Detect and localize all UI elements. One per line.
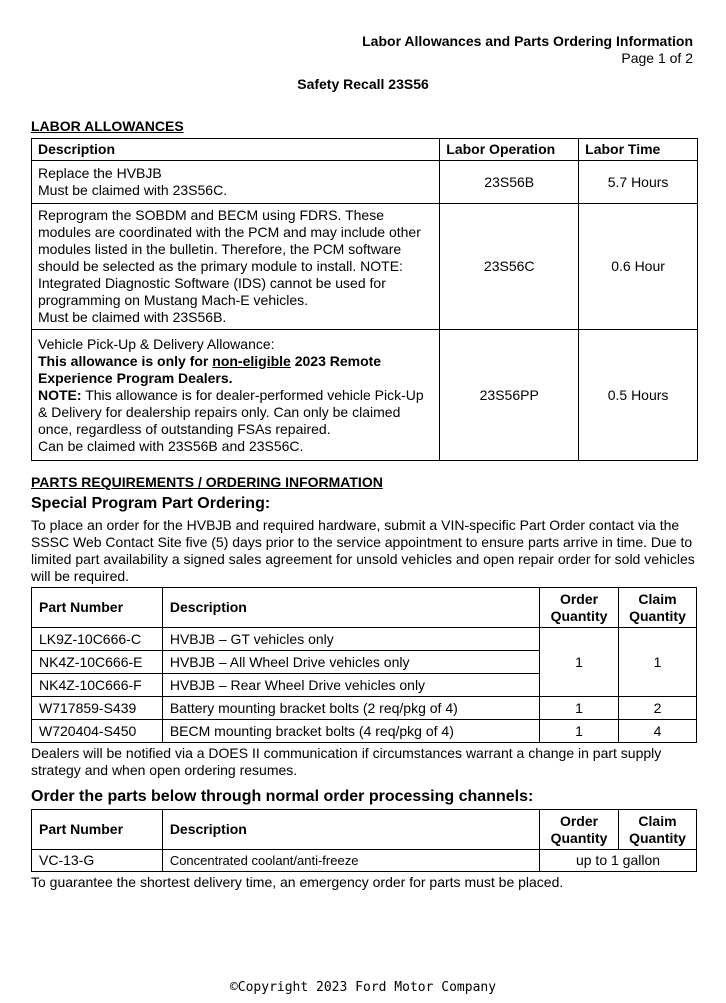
- labor-description: [32, 161, 440, 204]
- claim-quantity: 1: [618, 628, 696, 697]
- description-line: Vehicle Pick-Up & Delivery Allowance:: [38, 335, 275, 352]
- part-number: NK4Z-10C666-F: [32, 674, 163, 697]
- claim-note: Can be claimed with 23S56B and 23S56C.: [38, 437, 304, 454]
- note-label: NOTE:: [38, 386, 82, 403]
- labor-section-title: LABOR ALLOWANCES: [31, 118, 184, 134]
- labor-header-row: [32, 139, 698, 161]
- table-row: [32, 161, 698, 204]
- col-part-number: Part Number: [32, 810, 163, 850]
- labor-operation: 23S56PP: [440, 330, 579, 461]
- document-title: Labor Allowances and Parts Ordering Information: [362, 33, 693, 49]
- part-description: Battery mounting bracket bolts (2 req/pkg of 4): [162, 697, 539, 720]
- table-row: [32, 204, 698, 330]
- parts-section-title: PARTS REQUIREMENTS / ORDERING INFORMATION: [31, 474, 383, 490]
- recall-title: Safety Recall 23S56: [297, 76, 429, 92]
- note-text: This allowance is for dealer-performed vehicle Pick-Up & Delivery for dealership repairs only. Can only be claimed once, regardless of outstanding FSAs repaired.: [38, 386, 424, 437]
- emergency-order-text: To guarantee the shortest delivery time, an emergency order for parts must be placed.: [31, 874, 564, 890]
- eligibility-text: 2023 Remote Experience Program Dealers.: [38, 352, 382, 386]
- normal-parts-table: [31, 809, 697, 872]
- eligibility-text: This allowance is only for: [38, 352, 213, 369]
- col-order-quantity: Order Quantity: [540, 588, 619, 628]
- order-quantity: 1: [540, 697, 619, 720]
- part-number: VC-13-G: [32, 850, 163, 872]
- table-row: [32, 720, 697, 743]
- col-description: Description: [162, 588, 539, 628]
- claim-note: Must be claimed with 23S56C.: [38, 182, 228, 198]
- col-part-number: Part Number: [32, 588, 163, 628]
- description-paragraph: Reprogram the SOBDM and BECM using FDRS. These modules are coordinated with the PCM and may include other modules listed in the bulletin. Therefore, the PCM software should be selected as the primary module to install. NOTE: Integrated Diagnostic Software (IDS) cannot be used for programming on Mustang Mach-E vehicles.: [38, 207, 421, 308]
- parts-table: [31, 587, 697, 743]
- labor-operation: 23S56C: [440, 204, 579, 330]
- order-quantity: 1: [540, 628, 619, 697]
- table-row: [32, 330, 698, 461]
- col-description: Description: [32, 139, 440, 161]
- notification-text: Dealers will be notified via a DOES II communication if circumstances warrant a change in part supply strategy and when open ordering resumes.: [31, 745, 662, 778]
- labor-time: 5.7 Hours: [579, 161, 698, 204]
- part-description: HVBJB – Rear Wheel Drive vehicles only: [162, 674, 539, 697]
- copyright-footer: ©Copyright 2023 Ford Motor Company: [229, 980, 497, 995]
- part-number: W720404-S450: [32, 720, 163, 743]
- quantity: up to 1 gallon: [540, 850, 697, 872]
- part-description: BECM mounting bracket bolts (4 req/pkg of 4): [162, 720, 539, 743]
- eligibility-underlined: non-eligible: [212, 352, 291, 369]
- page-number: Page 1 of 2: [621, 50, 693, 66]
- part-description: HVBJB – GT vehicles only: [162, 628, 539, 651]
- part-number: LK9Z-10C666-C: [32, 628, 163, 651]
- labor-table: [31, 138, 698, 461]
- part-description: HVBJB – All Wheel Drive vehicles only: [162, 651, 539, 674]
- labor-description: [32, 330, 440, 461]
- normal-ordering-title: Order the parts below through normal order processing channels:: [31, 788, 534, 805]
- special-ordering-title: Special Program Part Ordering:: [31, 495, 271, 512]
- special-ordering-text: To place an order for the HVBJB and required hardware, submit a VIN-specific Part Order contact via the SSSC Web Contact Site five (5) days prior to the service appointment to ensure parts arrive in time. Due to limited part availability a signed sales agreement for unsold vehicles and open repair order for sold vehicles will be required.: [31, 517, 695, 584]
- col-claim-quantity: Claim Quantity: [618, 588, 696, 628]
- col-order-quantity: Order Quantity: [540, 810, 619, 850]
- col-labor-operation: Labor Operation: [440, 139, 579, 161]
- table-row: [32, 850, 697, 872]
- claim-quantity: 4: [618, 720, 696, 743]
- col-labor-time: Labor Time: [579, 139, 698, 161]
- parts-header-row: [32, 810, 697, 850]
- order-quantity: 1: [540, 720, 619, 743]
- part-number: NK4Z-10C666-E: [32, 651, 163, 674]
- part-description: Concentrated coolant/anti-freeze: [162, 850, 539, 872]
- eligibility-note: [38, 353, 433, 387]
- note-paragraph: [38, 387, 433, 438]
- claim-quantity: 2: [618, 697, 696, 720]
- labor-time: 0.5 Hours: [579, 330, 698, 461]
- description-line: Replace the HVBJB: [38, 165, 162, 181]
- col-description: Description: [162, 810, 539, 850]
- col-claim-quantity: Claim Quantity: [618, 810, 696, 850]
- labor-operation: 23S56B: [440, 161, 579, 204]
- parts-header-row: [32, 588, 697, 628]
- labor-time: 0.6 Hour: [579, 204, 698, 330]
- table-row: [32, 628, 697, 651]
- labor-description: [32, 204, 440, 330]
- table-row: [32, 697, 697, 720]
- claim-note: Must be claimed with 23S56B.: [38, 309, 227, 325]
- part-number: W717859-S439: [32, 697, 163, 720]
